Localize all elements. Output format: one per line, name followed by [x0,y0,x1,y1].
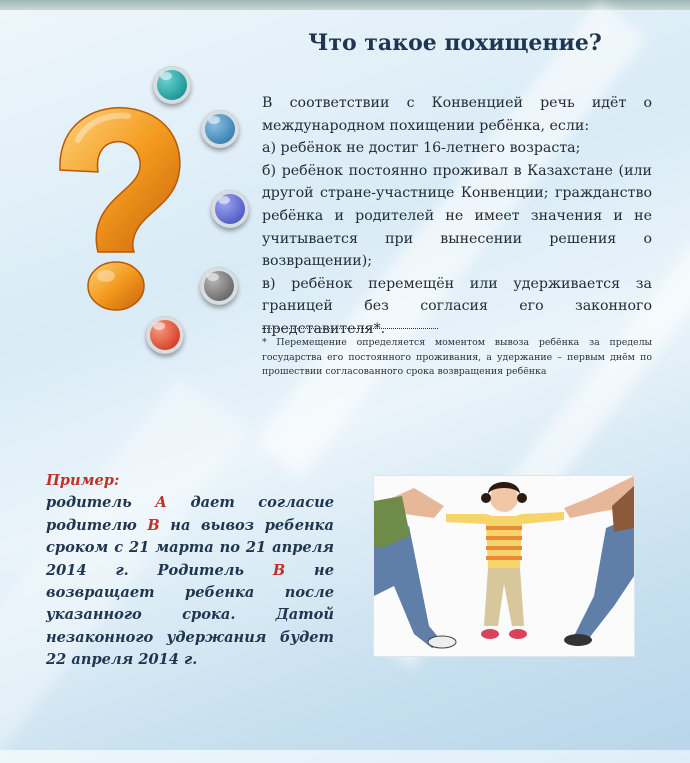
decorative-ball-red [146,316,184,354]
example-block [46,470,334,672]
condition-a: а) ребёнок не достиг 16-летнего возраста; [262,140,581,157]
example-heading: Пример: [46,472,120,489]
decorative-ball-gray [200,267,238,305]
decorative-ball-blue [201,110,239,148]
parent-a-label: А [155,494,168,512]
decorative-ball-purple [211,190,249,228]
example-text-part: на вывоз ребенка сроком с 21 марта по 21 апреля 2014 г. Родитель [46,516,334,579]
top-bar [0,0,690,10]
condition-b: б) ребёнок постоянно проживал в Казахстане (или другой стране-участнице Конвенции; гражданство ребёнка и родителей не имеет значения и не учитывается при вынесении решения о возвращении); [262,162,652,270]
intro-paragraph: В соответствии с Конвенцией речь идёт о международном похищении ребёнка, если: [262,95,652,134]
example-text-part: не возвращает ребенка после указанного срока. Датой незаконного удержания будет 22 апреля 2014 г. [46,561,334,669]
definition-text [262,92,652,341]
footnote: * Перемещение определяется моментом вывоза ребёнка за пределы государства его постоянного проживания, а удержание – первым днём по прошествии согласованного срока возвращения ребёнка [262,337,652,377]
example-text-part: дает согласие родителю [46,494,334,534]
question-mark-icon [48,100,188,330]
decorative-ball-teal [153,66,191,104]
page-title: Что такое похищение? [308,30,602,56]
condition-c: в) ребёнок перемещён или удерживается за границей без согласия его законного представителя*. [262,275,652,337]
parent-b-label: В [272,561,286,579]
footnote-separator [262,328,438,329]
example-text [46,492,334,671]
example-text-part: родитель [46,494,156,512]
child-tug-of-war-photo [373,475,635,657]
parent-b-label: В [147,516,160,534]
